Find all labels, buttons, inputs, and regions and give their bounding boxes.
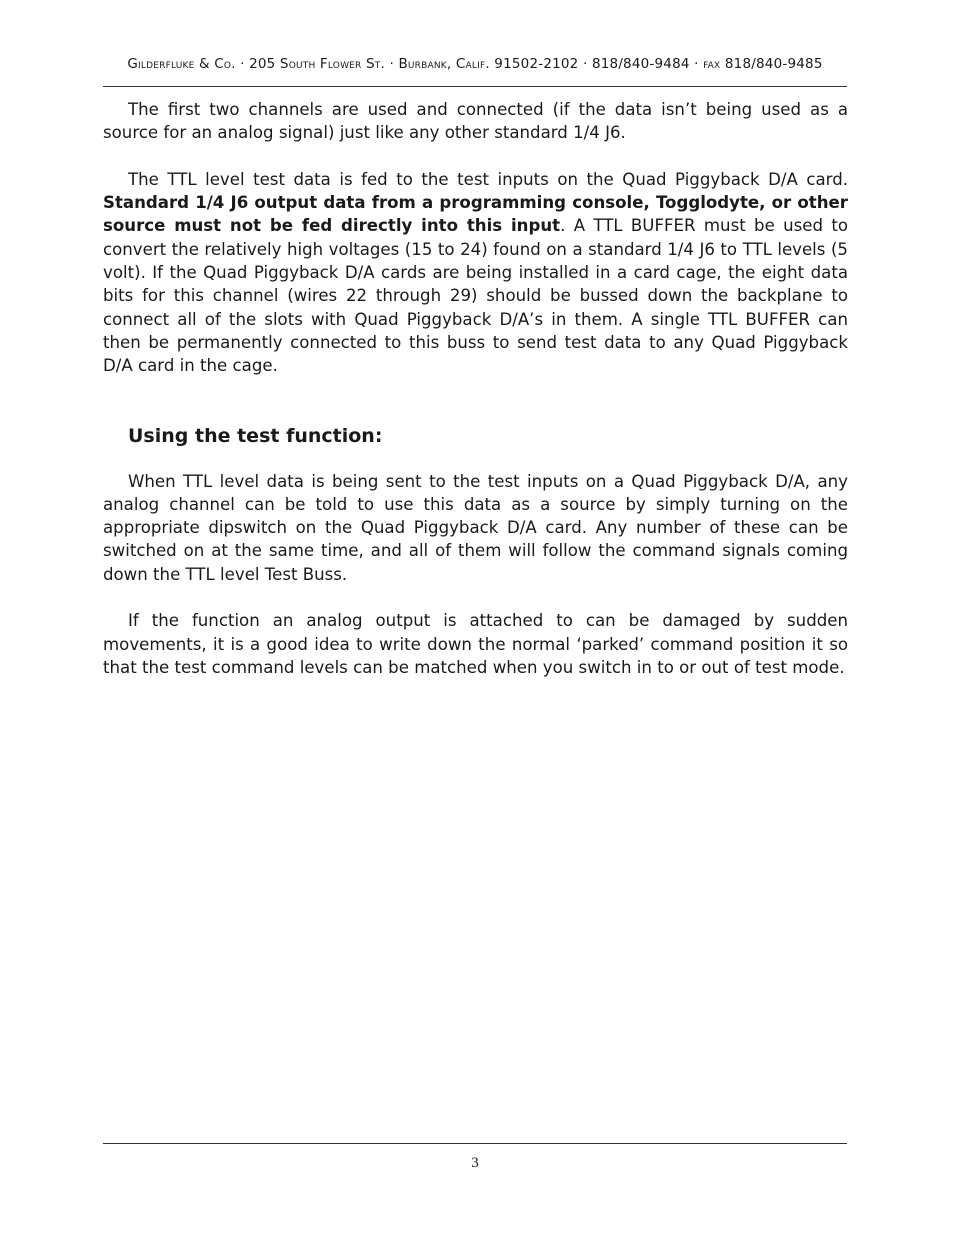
paragraph-ttl-test-data: [103, 168, 848, 378]
paragraph-parked-position: If the function an analog output is attached to can be damaged by sudden movements, it is a good idea to write down the normal ‘parked’ command position it so that the test command levels can be matched when you switch in to or out of test mode.: [103, 611, 848, 677]
paragraph-test-function: When TTL level data is being sent to the test inputs on a Quad Piggyback D/A, any analog channel can be told to use this data as a source by simply turning on the appropriate dipswitch on the Quad Piggyback D/A card. Any number of these can be switched on at the same time, and all of them will follow the command signals coming down the TTL level Test Buss.: [103, 471, 848, 584]
header-divider: [103, 86, 847, 87]
section-heading: Using the test function:: [128, 424, 383, 447]
page-number: 3: [471, 1155, 479, 1171]
paragraph-ttl-buffer: . A TTL BUFFER must be used to convert the relatively high voltages (15 to 24) found on a standard 1/4 J6 to TTL levels (5 volt). If the Quad Piggyback D/A cards are being installed in a card cage, the eight data bits for this channel (wires 22 through 29) should be bussed down the backplane to connect all of the slots with Quad Piggyback D/A’s in them. A single TTL BUFFER can then be permanently connected to this buss to send test data to any Quad Piggyback D/A card in the cage.: [103, 216, 849, 376]
footer-divider: [103, 1143, 847, 1144]
page-header: Gilderfluke & Co. · 205 South Flower St. · Burbank, Calif. 91502-2102 · 818/840-9484 · fax 818/840-9485: [127, 56, 823, 72]
paragraph-channels: The first two channels are used and connected (if the data isn’t being used as a source for an analog signal) just like any other standard 1/4 J6.: [103, 100, 848, 143]
paragraph-ttl-intro: The TTL level test data is fed to the test inputs on the Quad Piggyback D/A card.: [128, 169, 848, 189]
warning-bold-text: Standard 1/4 J6 output data from a programming console, Togglodyte, or other source must not be fed directly into this input: [103, 193, 848, 236]
document-body: [103, 98, 848, 703]
